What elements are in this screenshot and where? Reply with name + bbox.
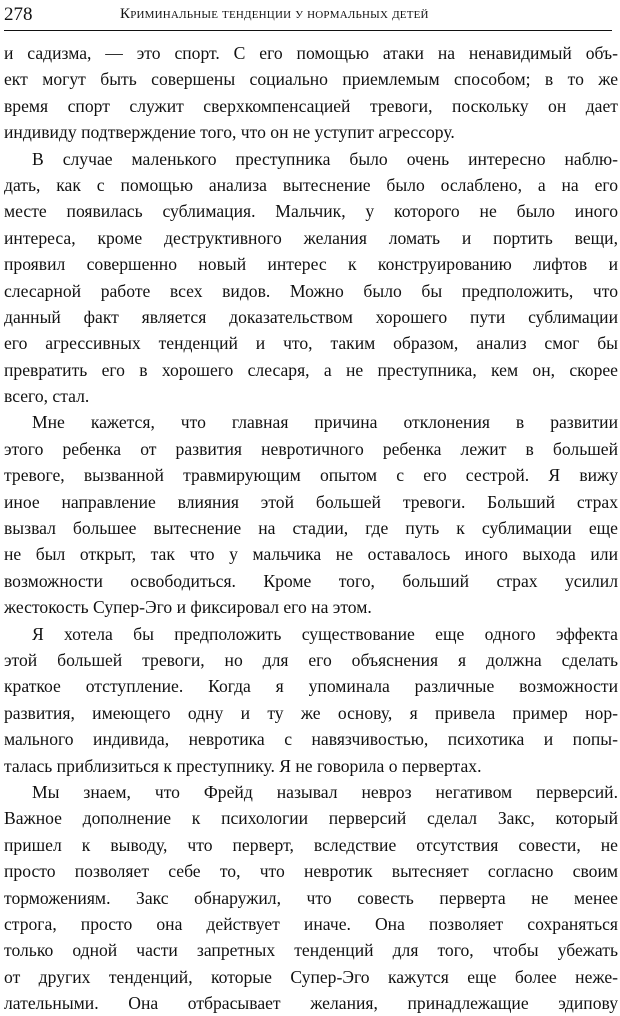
text-line: В случае маленького преступника было очень интересно наблю- <box>32 148 618 169</box>
text-line: слесарной работе всех видов. Можно было бы предположить, что <box>4 280 618 301</box>
text-line: вызвал большее вытеснение на стадии, где путь к сублимации еще <box>4 518 618 539</box>
text-line: не был открыт, так что у мальчика не оставалось иного выхода или <box>4 544 618 565</box>
text-line: Важное дополнение к психологии перверсий сделал Закс, который <box>4 808 618 829</box>
text-line: просто позволяет себе то, что невротик вытесняет согласно своим <box>4 861 618 882</box>
page-header <box>4 2 612 31</box>
text-line: развития, имеющего одну и ту же основу, я привела пример нор- <box>4 702 618 723</box>
text-line: время спорт служит сверхкомпенсацией тревоги, поскольку он дает <box>4 95 618 116</box>
text-line: данный факт является доказательством хорошего пути сублимации <box>4 306 618 327</box>
text-line: интереса, кроме деструктивного желания ломать и портить вещи, <box>4 227 618 248</box>
text-line: месте появилась сублимация. Мальчик, у которого не было иного <box>4 201 618 222</box>
text-line: пришел к выводу, что перверт, вследствие отсутствия совести, не <box>4 834 618 855</box>
text-line: превратить его в хорошего слесаря, а не преступника, кем он, скорее <box>4 359 618 380</box>
text-line: талась приблизиться к преступнику. Я не говорила о первертах. <box>4 755 482 776</box>
text-line: ект могут быть совершены социально приемлемым способом; в то же <box>4 69 618 90</box>
text-line: возможности освободиться. Кроме того, больший страх усилил <box>4 570 618 591</box>
text-line: Мы знаем, что Фрейд называл невроз негативом перверсий. <box>32 781 618 802</box>
body-text <box>4 40 618 1016</box>
text-line: от других тенденций, которые Супер-Эго кажутся еще более неже- <box>4 966 618 987</box>
text-line: проявил совершенно новый интерес к конструированию лифтов и <box>4 254 618 275</box>
text-line: только одной части запретных тенденций для того, чтобы убежать <box>4 940 618 961</box>
text-line: мального индивида, невротика с навязчивостью, психотика и попы- <box>4 729 618 750</box>
text-line: иное направление влияния этой большей тревоги. Больший страх <box>4 491 618 512</box>
text-line: торможениям. Закс обнаружил, что совесть перверта не менее <box>4 887 618 908</box>
text-line: его агрессивных тенденций и что, таким образом, анализ смог бы <box>4 333 618 354</box>
text-line: индивиду подтверждение того, что он не уступит агрессору. <box>4 122 455 143</box>
text-line: и садизма, — это спорт. С его помощью атаки на ненавидимый объ- <box>4 43 618 63</box>
text-line: этой большей тревоги, но для его объяснения я должна сделать <box>4 649 618 670</box>
text-line: этого ребенка от развития невротичного ребенка лежит в большей <box>4 438 618 459</box>
text-line: лательными. Она отбрасывает желания, принадлежащие эдипову <box>4 993 618 1014</box>
text-line: Я хотела бы предположить существование еще одного эффекта <box>32 623 618 644</box>
text-line: строга, просто она действует иначе. Она позволяет сохраняться <box>4 913 618 934</box>
text-line: жестокость Супер-Эго и фиксировал его на этом. <box>4 597 372 618</box>
text-line: краткое отступление. Когда я упоминала различные возможности <box>4 676 618 697</box>
running-title: Криминальные тенденции у нормальных детей <box>120 6 429 22</box>
text-line: Мне кажется, что главная причина отклонения в развитии <box>32 412 618 433</box>
text-line: всего, стал. <box>4 386 90 407</box>
page-number: 278 <box>4 4 33 25</box>
text-line: дать, как с помощью анализа вытеснение было ослаблено, а на его <box>4 174 618 195</box>
text-line: тревоге, вызванной травмирующим опытом с его сестрой. Я вижу <box>4 465 618 486</box>
